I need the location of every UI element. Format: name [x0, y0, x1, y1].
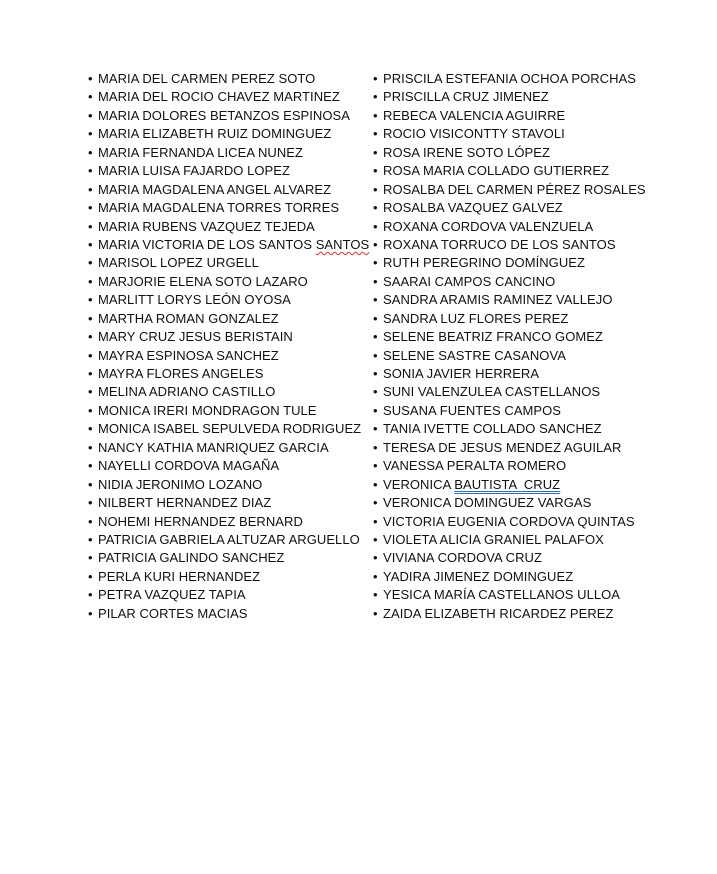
list-item-text: NILBERT HERNANDEZ DIAZ: [98, 495, 272, 511]
bullet-icon: •: [88, 163, 93, 179]
bullet-icon: •: [88, 476, 93, 492]
bullet-icon: •: [88, 402, 93, 418]
bullet-icon: •: [373, 236, 378, 252]
list-item-text: MONICA IRERI MONDRAGON TULE: [98, 402, 317, 418]
list-item-text: ZAIDA ELIZABETH RICARDEZ PEREZ: [383, 605, 614, 621]
bullet-icon: •: [373, 107, 378, 123]
list-item[interactable]: [373, 310, 673, 328]
list-item[interactable]: [88, 420, 368, 438]
list-item-text: [98, 237, 369, 252]
list-item[interactable]: [373, 402, 673, 420]
list-item-text-plain: MARIA VICTORIA DE LOS SANTOS: [98, 236, 316, 252]
list-item-text: PATRICIA GALINDO SANCHEZ: [98, 550, 285, 566]
bullet-icon: •: [373, 71, 378, 86]
bullet-icon: •: [88, 126, 93, 142]
list-item[interactable]: [373, 254, 673, 272]
list-item[interactable]: [373, 605, 673, 623]
list-item-text: PETRA VAZQUEZ TAPIA: [98, 587, 246, 603]
list-item[interactable]: [373, 199, 673, 217]
bullet-icon: •: [373, 458, 378, 474]
list-item-text: MARIA DEL ROCIO CHAVEZ MARTINEZ: [98, 89, 340, 105]
bullet-icon: •: [373, 126, 378, 142]
list-item-text-plain: VERONICA: [383, 476, 455, 492]
list-item-text: SELENE BEATRIZ FRANCO GOMEZ: [383, 329, 603, 345]
bullet-icon: •: [373, 513, 378, 529]
list-item-text: SUSANA FUENTES CAMPOS: [383, 402, 562, 418]
list-item-text: ROXANA CORDOVA VALENZUELA: [383, 218, 594, 234]
bullet-icon: •: [88, 458, 93, 474]
list-item-text: MARIA RUBENS VAZQUEZ TEJEDA: [98, 218, 315, 234]
list-item-text: PERLA KURI HERNANDEZ: [98, 568, 261, 584]
list-item-text: SAARAI CAMPOS CANCINO: [383, 273, 556, 289]
bullet-icon: •: [373, 310, 378, 326]
list-item[interactable]: [373, 420, 673, 438]
list-item-text: ROSA MARIA COLLADO GUTIERREZ: [383, 163, 610, 179]
list-item-text: PATRICIA GABRIELA ALTUZAR ARGUELLO: [98, 531, 360, 547]
bullet-icon: •: [373, 366, 378, 381]
list-item-text: REBECA VALENCIA AGUIRRE: [383, 107, 566, 123]
list-item-text: VIOLETA ALICIA GRANIEL PALAFOX: [383, 531, 604, 547]
list-item-text: NOHEMI HERNANDEZ BERNARD: [98, 513, 303, 529]
list-item[interactable]: [373, 162, 673, 180]
list-item[interactable]: [373, 273, 673, 291]
list-item[interactable]: [88, 218, 368, 236]
list-item-text: ROXANA TORRUCO DE LOS SANTOS: [383, 236, 616, 252]
list-item[interactable]: [88, 273, 368, 291]
list-item-text: MARY CRUZ JESUS BERISTAIN: [98, 329, 293, 345]
list-item-text: ROSALBA DEL CARMEN PÉREZ ROSALES: [383, 181, 646, 197]
bullet-icon: •: [88, 310, 93, 326]
bullet-icon: •: [373, 292, 378, 308]
list-item[interactable]: [373, 125, 673, 143]
list-item[interactable]: [373, 476, 673, 494]
list-item[interactable]: [88, 291, 368, 309]
bullet-icon: •: [373, 495, 378, 511]
list-item-text: ROSA IRENE SOTO LÓPEZ: [383, 144, 550, 160]
bullet-icon: •: [88, 384, 93, 400]
list-item-text: NANCY KATHIA MANRIQUEZ GARCIA: [98, 439, 329, 455]
bullet-icon: •: [373, 476, 378, 492]
list-item-text: MONICA ISABEL SEPULVEDA RODRIGUEZ: [98, 421, 362, 437]
bullet-icon: •: [88, 421, 93, 437]
bullet-icon: •: [373, 144, 378, 160]
list-item-text: TANIA IVETTE COLLADO SANCHEZ: [383, 421, 602, 437]
list-item[interactable]: [373, 494, 673, 512]
list-item[interactable]: [373, 88, 673, 106]
bullet-icon: •: [373, 439, 378, 455]
list-item[interactable]: [88, 383, 368, 401]
list-item-text: MARIA MAGDALENA ANGEL ALVAREZ: [98, 181, 332, 197]
list-item-text: SANDRA LUZ FLORES PEREZ: [383, 310, 569, 326]
list-item-text: PRISCILA ESTEFANIA OCHOA PORCHAS: [383, 71, 637, 86]
bullet-icon: •: [373, 421, 378, 437]
list-item-text: MARIA MAGDALENA TORRES TORRES: [98, 200, 340, 216]
list-item-text: ROSALBA VAZQUEZ GALVEZ: [383, 200, 563, 216]
list-item[interactable]: [88, 107, 368, 125]
bullet-icon: •: [88, 550, 93, 566]
bullet-icon: •: [373, 402, 378, 418]
bullet-icon: •: [373, 605, 378, 621]
list-item[interactable]: [373, 383, 673, 401]
list-item[interactable]: [88, 236, 368, 254]
list-item-text: MARIA LUISA FAJARDO LOPEZ: [98, 163, 290, 179]
bullet-icon: •: [373, 550, 378, 566]
list-item[interactable]: [88, 402, 368, 420]
list-item[interactable]: [373, 218, 673, 236]
bullet-icon: •: [88, 107, 93, 123]
list-item-text: ROCIO VISICONTTY STAVOLI: [383, 126, 565, 142]
list-item[interactable]: [88, 70, 368, 88]
list-item[interactable]: [373, 107, 673, 125]
list-item[interactable]: [88, 586, 368, 604]
list-item-text: MELINA ADRIANO CASTILLO: [98, 384, 276, 400]
bullet-icon: •: [373, 218, 378, 234]
bullet-icon: •: [373, 181, 378, 197]
bullet-icon: •: [373, 329, 378, 345]
bullet-icon: •: [373, 255, 378, 271]
list-item-text: MARIA DEL CARMEN PEREZ SOTO: [98, 71, 316, 86]
list-item[interactable]: [88, 568, 368, 586]
list-item[interactable]: [373, 513, 673, 531]
list-item[interactable]: [88, 88, 368, 106]
list-item[interactable]: [88, 181, 368, 199]
bullet-icon: •: [373, 531, 378, 547]
bullet-icon: •: [88, 218, 93, 234]
list-item-text: SELENE SASTRE CASANOVA: [383, 347, 566, 363]
bullet-icon: •: [88, 347, 93, 363]
list-item-text: YESICA MARÍA CASTELLANOS ULLOA: [383, 587, 621, 603]
list-item[interactable]: [373, 347, 673, 365]
bullet-icon: •: [373, 568, 378, 584]
bullet-icon: •: [373, 347, 378, 363]
list-item[interactable]: [88, 328, 368, 346]
bullet-icon: •: [88, 568, 93, 584]
list-item[interactable]: [373, 586, 673, 604]
bullet-icon: •: [373, 587, 378, 603]
list-item[interactable]: [373, 236, 673, 254]
bullet-icon: •: [88, 513, 93, 529]
list-item-text: VICTORIA EUGENIA CORDOVA QUINTAS: [383, 513, 635, 529]
list-item[interactable]: [373, 181, 673, 199]
list-item-text: MARIA ELIZABETH RUIZ DOMINGUEZ: [98, 126, 332, 142]
list-item-text: MARIA DOLORES BETANZOS ESPINOSA: [98, 107, 350, 123]
list-item[interactable]: [88, 365, 368, 383]
list-item[interactable]: [88, 513, 368, 531]
list-item-text: YADIRA JIMENEZ DOMINGUEZ: [383, 568, 574, 584]
list-item-text: NAYELLI CORDOVA MAGAÑA: [98, 458, 280, 474]
bullet-icon: •: [88, 200, 93, 216]
list-item-text: MARLITT LORYS LEÓN OYOSA: [98, 292, 291, 308]
list-item-text: PILAR CORTES MACIAS: [98, 605, 248, 621]
list-item-text: MARIA FERNANDA LICEA NUNEZ: [98, 144, 304, 160]
list-item-text: SONIA JAVIER HERRERA: [383, 366, 540, 381]
bullet-icon: •: [88, 144, 93, 160]
list-item-text: VERONICA DOMINGUEZ VARGAS: [383, 495, 592, 511]
list-item[interactable]: [88, 457, 368, 475]
list-item-text: NIDIA JERONIMO LOZANO: [98, 476, 263, 492]
bullet-icon: •: [88, 531, 93, 547]
bullet-icon: •: [373, 273, 378, 289]
list-item[interactable]: [88, 310, 368, 328]
list-item[interactable]: [373, 70, 673, 88]
bullet-icon: •: [88, 439, 93, 455]
list-item[interactable]: [88, 199, 368, 217]
list-item-text: VANESSA PERALTA ROMERO: [383, 458, 567, 474]
list-item-text: MARISOL LOPEZ URGELL: [98, 255, 259, 271]
list-item[interactable]: [88, 531, 368, 549]
spelling-error-underline[interactable]: SANTOS: [315, 236, 370, 252]
bullet-icon: •: [88, 292, 93, 308]
list-item[interactable]: [373, 457, 673, 475]
list-item-text: PRISCILLA CRUZ JIMENEZ: [383, 89, 549, 105]
list-item[interactable]: [88, 605, 368, 623]
list-item[interactable]: [373, 291, 673, 309]
list-item[interactable]: [373, 365, 673, 383]
list-item[interactable]: [88, 125, 368, 143]
list-item-text: MARJORIE ELENA SOTO LAZARO: [98, 273, 308, 289]
list-item-text: MAYRA FLORES ANGELES: [98, 366, 264, 381]
list-item[interactable]: [88, 254, 368, 272]
list-item[interactable]: [88, 476, 368, 494]
list-item-text: MARTHA ROMAN GONZALEZ: [98, 310, 279, 326]
grammar-suggestion-underline[interactable]: BAUTISTA CRUZ: [454, 476, 561, 492]
list-item[interactable]: [88, 347, 368, 365]
list-item[interactable]: [88, 549, 368, 567]
list-item[interactable]: [373, 439, 673, 457]
bullet-icon: •: [373, 200, 378, 216]
list-item[interactable]: [88, 494, 368, 512]
list-item-text: MAYRA ESPINOSA SANCHEZ: [98, 347, 279, 363]
bullet-icon: •: [88, 366, 93, 381]
list-item-text: VIVIANA CORDOVA CRUZ: [383, 550, 542, 566]
bullet-icon: •: [88, 605, 93, 621]
name-list-left-column: [88, 70, 368, 623]
list-item[interactable]: [373, 531, 673, 549]
list-item-text: RUTH PEREGRINO DOMÍNGUEZ: [383, 255, 585, 271]
bullet-icon: •: [88, 71, 93, 86]
bullet-icon: •: [88, 255, 93, 271]
bullet-icon: •: [88, 329, 93, 345]
bullet-icon: •: [373, 163, 378, 179]
bullet-icon: •: [88, 273, 93, 289]
bullet-icon: •: [373, 384, 378, 400]
bullet-icon: •: [373, 89, 378, 105]
list-item-text: TERESA DE JESUS MENDEZ AGUILAR: [383, 439, 622, 455]
bullet-icon: •: [88, 181, 93, 197]
list-item-text: SUNI VALENZULEA CASTELLANOS: [383, 384, 601, 400]
list-item-text: SANDRA ARAMIS RAMINEZ VALLEJO: [383, 292, 613, 308]
bullet-icon: •: [88, 236, 93, 252]
list-item[interactable]: [373, 549, 673, 567]
list-item[interactable]: [373, 328, 673, 346]
list-item[interactable]: [88, 144, 368, 162]
bullet-icon: •: [88, 587, 93, 603]
list-item[interactable]: [373, 568, 673, 586]
list-item[interactable]: [373, 144, 673, 162]
list-item[interactable]: [88, 162, 368, 180]
list-item-text: [383, 477, 560, 492]
bullet-icon: •: [88, 89, 93, 105]
list-item[interactable]: [88, 439, 368, 457]
name-list-right-column: [373, 70, 673, 623]
bullet-icon: •: [88, 495, 93, 511]
